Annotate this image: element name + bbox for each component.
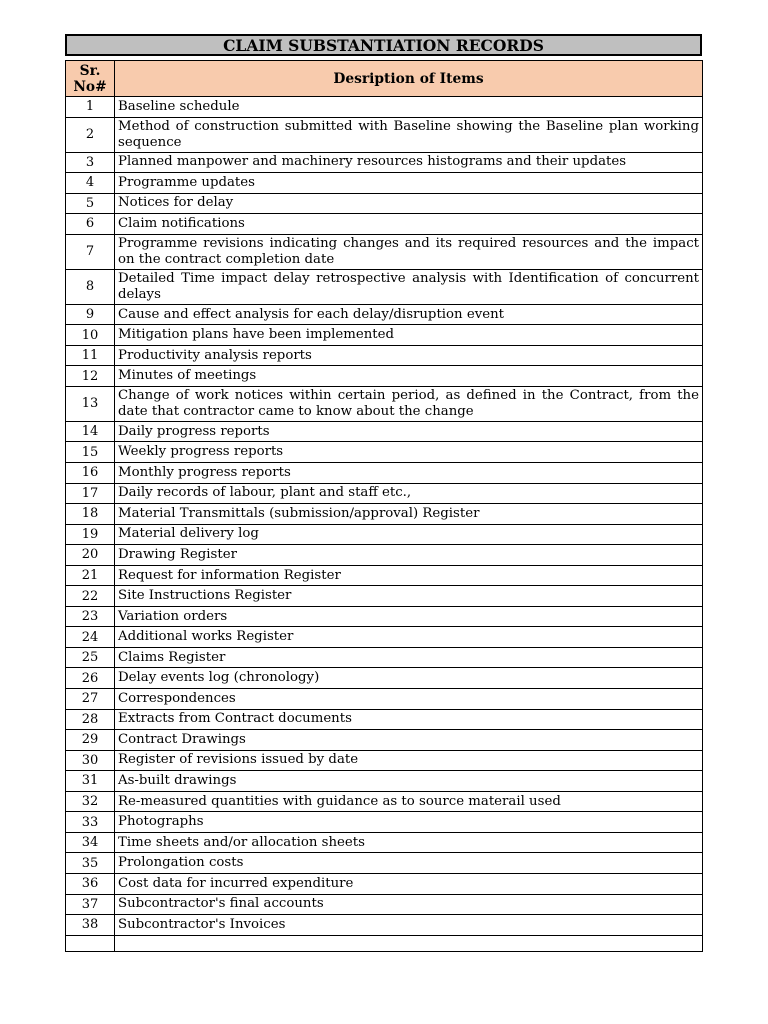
table-row <box>66 345 703 366</box>
table-row <box>66 545 703 566</box>
row-serial-number: 10 <box>66 325 115 346</box>
row-serial-number: 1 <box>66 97 115 118</box>
row-serial-number: 8 <box>66 269 115 304</box>
table-row <box>66 750 703 771</box>
row-serial-number: 11 <box>66 345 115 366</box>
row-description <box>115 935 703 951</box>
row-serial-number: 27 <box>66 689 115 710</box>
row-description: Site Instructions Register <box>115 586 703 607</box>
table-row <box>66 214 703 235</box>
row-serial-number: 3 <box>66 152 115 173</box>
records-sheet <box>65 34 702 952</box>
table-row <box>66 442 703 463</box>
table-row <box>66 524 703 545</box>
row-description: Material Transmittals (submission/approval) Register <box>115 504 703 525</box>
table-row <box>66 386 703 421</box>
row-description: Subcontractor's final accounts <box>115 894 703 915</box>
row-description: Variation orders <box>115 606 703 627</box>
row-description: Prolongation costs <box>115 853 703 874</box>
table-row <box>66 421 703 442</box>
table-row <box>66 193 703 214</box>
row-serial-number: 25 <box>66 647 115 668</box>
records-table <box>65 60 703 952</box>
table-row <box>66 483 703 504</box>
row-serial-number: 28 <box>66 709 115 730</box>
row-description: Cause and effect analysis for each delay/disruption event <box>115 304 703 325</box>
row-description: Change of work notices within certain period, as defined in the Contract, from the date that contractor came to know about the change <box>115 386 703 421</box>
row-serial-number: 5 <box>66 193 115 214</box>
table-row <box>66 504 703 525</box>
table-row <box>66 173 703 194</box>
row-serial-number: 18 <box>66 504 115 525</box>
table-row <box>66 668 703 689</box>
row-description: Monthly progress reports <box>115 463 703 484</box>
table-row <box>66 117 703 152</box>
row-serial-number: 31 <box>66 771 115 792</box>
row-description: Claims Register <box>115 647 703 668</box>
table-row <box>66 853 703 874</box>
row-description: Weekly progress reports <box>115 442 703 463</box>
row-serial-number: 22 <box>66 586 115 607</box>
table-row <box>66 97 703 118</box>
row-serial-number: 14 <box>66 421 115 442</box>
table-row <box>66 709 703 730</box>
table-row <box>66 873 703 894</box>
row-description: Additional works Register <box>115 627 703 648</box>
table-row <box>66 812 703 833</box>
row-description: Planned manpower and machinery resources histograms and their updates <box>115 152 703 173</box>
row-description: As-built drawings <box>115 771 703 792</box>
column-header-description: Desription of Items <box>115 61 703 97</box>
row-description: Re-measured quantities with guidance as to source materail used <box>115 791 703 812</box>
table-row <box>66 730 703 751</box>
row-serial-number <box>66 935 115 951</box>
row-description: Method of construction submitted with Baseline showing the Baseline plan working sequence <box>115 117 703 152</box>
row-serial-number: 38 <box>66 915 115 936</box>
row-serial-number: 20 <box>66 545 115 566</box>
row-serial-number: 26 <box>66 668 115 689</box>
row-serial-number: 35 <box>66 853 115 874</box>
table-row <box>66 269 703 304</box>
row-serial-number: 32 <box>66 791 115 812</box>
row-description: Baseline schedule <box>115 97 703 118</box>
row-description: Material delivery log <box>115 524 703 545</box>
table-row <box>66 565 703 586</box>
document-title: CLAIM SUBSTANTIATION RECORDS <box>65 34 702 56</box>
row-description: Minutes of meetings <box>115 366 703 387</box>
table-body <box>66 97 703 952</box>
column-header-serial-number: Sr. No# <box>66 61 115 97</box>
table-row <box>66 463 703 484</box>
row-serial-number: 37 <box>66 894 115 915</box>
table-row <box>66 689 703 710</box>
row-description: Request for information Register <box>115 565 703 586</box>
table-row <box>66 935 703 951</box>
row-serial-number: 33 <box>66 812 115 833</box>
row-description: Correspondences <box>115 689 703 710</box>
row-serial-number: 16 <box>66 463 115 484</box>
row-description: Detailed Time impact delay retrospective analysis with Identification of concurrent delays <box>115 269 703 304</box>
row-description: Photographs <box>115 812 703 833</box>
row-serial-number: 23 <box>66 606 115 627</box>
row-serial-number: 21 <box>66 565 115 586</box>
row-description: Programme updates <box>115 173 703 194</box>
row-serial-number: 34 <box>66 832 115 853</box>
table-row <box>66 304 703 325</box>
row-description: Contract Drawings <box>115 730 703 751</box>
table-row <box>66 627 703 648</box>
row-serial-number: 17 <box>66 483 115 504</box>
row-description: Extracts from Contract documents <box>115 709 703 730</box>
row-description: Claim notifications <box>115 214 703 235</box>
row-serial-number: 4 <box>66 173 115 194</box>
row-serial-number: 24 <box>66 627 115 648</box>
table-row <box>66 791 703 812</box>
row-description: Subcontractor's Invoices <box>115 915 703 936</box>
row-serial-number: 2 <box>66 117 115 152</box>
row-serial-number: 6 <box>66 214 115 235</box>
row-description: Daily progress reports <box>115 421 703 442</box>
table-header-row <box>66 61 703 97</box>
table-row <box>66 771 703 792</box>
table-row <box>66 606 703 627</box>
table-row <box>66 915 703 936</box>
row-description: Drawing Register <box>115 545 703 566</box>
row-description: Register of revisions issued by date <box>115 750 703 771</box>
row-description: Daily records of labour, plant and staff etc., <box>115 483 703 504</box>
table-row <box>66 234 703 269</box>
row-serial-number: 15 <box>66 442 115 463</box>
row-description: Productivity analysis reports <box>115 345 703 366</box>
row-serial-number: 12 <box>66 366 115 387</box>
row-description: Delay events log (chronology) <box>115 668 703 689</box>
row-serial-number: 36 <box>66 873 115 894</box>
row-serial-number: 7 <box>66 234 115 269</box>
row-description: Notices for delay <box>115 193 703 214</box>
row-description: Mitigation plans have been implemented <box>115 325 703 346</box>
table-row <box>66 366 703 387</box>
table-row <box>66 647 703 668</box>
row-serial-number: 13 <box>66 386 115 421</box>
row-serial-number: 9 <box>66 304 115 325</box>
row-description: Programme revisions indicating changes and its required resources and the impact on the contract completion date <box>115 234 703 269</box>
table-row <box>66 586 703 607</box>
table-row <box>66 325 703 346</box>
row-description: Time sheets and/or allocation sheets <box>115 832 703 853</box>
row-description: Cost data for incurred expenditure <box>115 873 703 894</box>
row-serial-number: 19 <box>66 524 115 545</box>
table-row <box>66 152 703 173</box>
row-serial-number: 29 <box>66 730 115 751</box>
table-row <box>66 832 703 853</box>
row-serial-number: 30 <box>66 750 115 771</box>
table-row <box>66 894 703 915</box>
